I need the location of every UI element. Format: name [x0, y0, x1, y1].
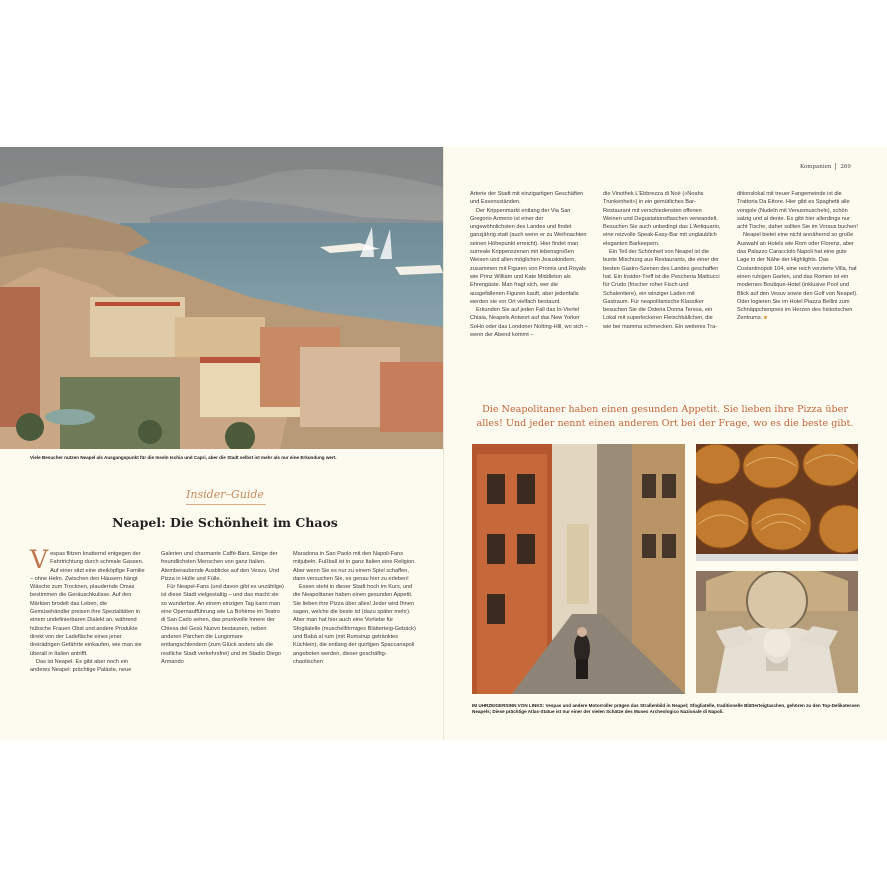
folio	[800, 163, 851, 170]
paragraph: ditionslokal mit treuer Fangemeinde ist die Trattoria Da Ettore. Hier gibt es Spaghetti alle vongole (Nudeln mit Venusmuscheln), schön salzig und al dente. Es gibt hier allerdings nur acht Tische, daher sollten Sie im Voraus buchen!	[737, 191, 858, 231]
caption-text: Vespas und andere Motorroller prägen das Straßenbild in Neapel; Sfogliatelle, traditionelle Blätterteigtaschen, gehören zu den Top-Delikatessen Neapels; Diese prächtige Atlas-Statue ist nur einer der vielen Schätze des Museo Archeologico Nazionale di Napoli.	[472, 703, 860, 714]
article-column-2	[161, 550, 285, 666]
paragraph: Erkunden Sie auf jeden Fall das In-Viertel Chiaia, Neapels Antwort auf das New Yorker SoHo oder das Londoner Notting-Hill, wo sich – wenn der Abend kommt –	[470, 307, 588, 339]
photo-vespa-street	[472, 444, 685, 694]
insider-guide-kicker: Insider–Guide	[186, 488, 264, 501]
kicker-underline	[186, 504, 266, 505]
article-column-4	[470, 190, 588, 339]
paragraph: Essen steht in dieser Stadt hoch im Kurs, und die Neapolitaner haben einen gesunden Appetit. Sie lieben ihre Pizza über alles! Jeder wird Ihnen sagen, welche die beste ist (dazu später mehr). Aber man hat hier auch eine Vorliebe für Sfogliatelle (muschelförmiges Blätterteig-Gebäck) und Babà al rum (mit Rumsirup getränktes Küchlein), die entlang der quirligen Spaccanapoli angeboten werden, dieser geschäftig-chaotischen	[293, 584, 416, 665]
photo-sfogliatelle	[696, 444, 858, 561]
dropcap: V	[30, 545, 49, 574]
paragraph: Neapel bietet eine nicht annähernd so große Auswahl an Hotels wie Rom oder Florenz, aber das Palazzo Caracciolo Napoli hat eine gute Lage in der Nähe der Highlights. Das Costantinopoli 104, eine reich verzierte Villa, hat einen ruhigen Garten, und das Romeo ist ein modernes Boutique-Hotel (inklusive Pool und Blick auf den Vesuv sowie den Golf von Neapel). Oder logieren Sie im Hotel Piazza Bellini zum Schnäppchenpreis im Herzen des historischen Zentrums. ■	[737, 232, 858, 322]
paragraph: Der Krippenmarkt entlang der Via San Gregorio Armeno ist einer der ungewöhnlichsten des Landes und findet ganzjährig statt (auch wenn er zu Weihnachten seinen Höhepunkt erreicht). Hier findet man surreale Krippenszenen mit lebensgroßen Weisen und allen möglichen Jesuskindern, zusammen mit Figuren von Promis und Royals wie Prinz William und Kate Middleton als Ehrengäste. Man fragt sich, wer die ausgefallenen Figuren kauft, aber jedenfalls werden sie vor Ort vielfach bestaunt.	[470, 207, 587, 305]
article-column-3	[293, 550, 416, 666]
end-mark: ■	[763, 315, 768, 322]
page-number: 269	[840, 164, 851, 170]
article-column-6	[737, 190, 859, 323]
hero-caption: Viele Besucher nutzen Neapel als Ausgangspunkt für die Inseln Ischia und Capri, aber die Stadt selbst ist mehr als nur eine Erkundung wert.	[30, 455, 337, 460]
paragraph: Das ist Neapel. Es gibt aber noch ein anderes Neapel: prächtige Paläste, neue	[30, 658, 132, 674]
right-caption	[472, 703, 860, 715]
photo-atlas-statue	[696, 571, 858, 693]
paragraph: Für Neapel-Fans (und davon gibt es unzählige) ist diese Stadt vielgestaltig – und das macht sie so wunderbar. An einem einzigen Tag kann man eine Opernaufführung wie La Bohème im Teatro di San Carlo sehen, das prunkvolle Innere der Chiesa del Gesù Nuovo bestaunen, neben anderen Pärchen die Lungomare entlangschlendern (zum Glück anders als die restliche Stadt verkehrsfrei) und im Stadio Diego Armando	[161, 584, 284, 665]
page-gutter	[443, 147, 444, 740]
article-column-5	[603, 190, 721, 331]
article-title: Neapel: Die Schönheit im Chaos	[112, 515, 338, 530]
hero-photo-naples-bay	[0, 147, 443, 449]
pull-quote: Die Neapolitaner haben einen gesunden Appetit. Sie lieben ihre Pizza über alles! Und jeder nennt einen anderen Ort bei der Frage, wo es die beste gibt.	[476, 404, 854, 429]
paragraph: Maradona in San Paolo mit den Napoli-Fans mitjubeln. Fußball ist in ganz Italien eine Religion. Aber wenn Sie es nur zu einem Spiel schaffen, dann versuchen Sie, es genau hier zu erleben!	[293, 551, 416, 582]
caption-lead: IM UHRZEIGERSINN VON LINKS:	[472, 703, 546, 708]
paragraph: die Vinothek L'Ebbrezza di Noè («Noahs Trunkenheit») in ein gemütliches Bar-Restaurant mit verschiedensten offenen Weinen und Degustationsflaschen verwandelt. Besuchen Sie auch unbedingt das L'Antiquario, eine reizvolle Speak-Easy-Bar mit unglaublich eleganten Barkeepern.	[603, 191, 721, 247]
paragraph: Arterie der Stadt mit einzigartigen Geschäften und Essensständen.	[470, 191, 584, 206]
article-column-1	[30, 545, 148, 674]
paragraph: Vespas flitzen knatternd entgegen der Fahrtrichtung durch schmale Gassen. Auf einer sitzt eine dreiköpfige Familie – ohne Helm. Zwischen den Häusern hängt Wäsche zum Trocknen, plaudernde Omas bestimmen die Geräuschkulisse. Auf den Märkten brodelt das Leben, die Gemüsehändler preisen ihre Spezialitäten in einem undefinierbaren Dialekt an, während hübsche Frauen Obst und andere Produkte direkt von der Ladefläche eines jener dreirädrigen Gefährte einkaufen, wie man sie überall in Italien antrifft.	[30, 545, 145, 657]
section-name: Kompanien	[800, 164, 832, 170]
folio-separator	[835, 163, 836, 170]
paragraph: Ein Teil der Schönheit von Neapel ist die bunte Mischung aus Restaurants, die einer der besten Gastro-Szenen des Landes geschaffen hat. Ein Insider-Treff ist die Pescheria Mattiucci für Crudo (frischer roher Fisch und Schalentiere), ein winziger Laden mit Gastraum. Für neapolitanische Klassiker besuchen Sie die Osteria Donna Teresa, ein Lokal mit superleckeren Fleischbällchen, die wie bei mamma schmecken. Ein weiteres Tra-	[603, 249, 720, 330]
paragraph: Galerien und charmante Caffè-Bars. Einige der freundlichsten Menschen von ganz Italien. Atemberaubende Ausblicke auf den Vesuv. Und Pizza in Hülle und Fülle.	[161, 551, 280, 582]
